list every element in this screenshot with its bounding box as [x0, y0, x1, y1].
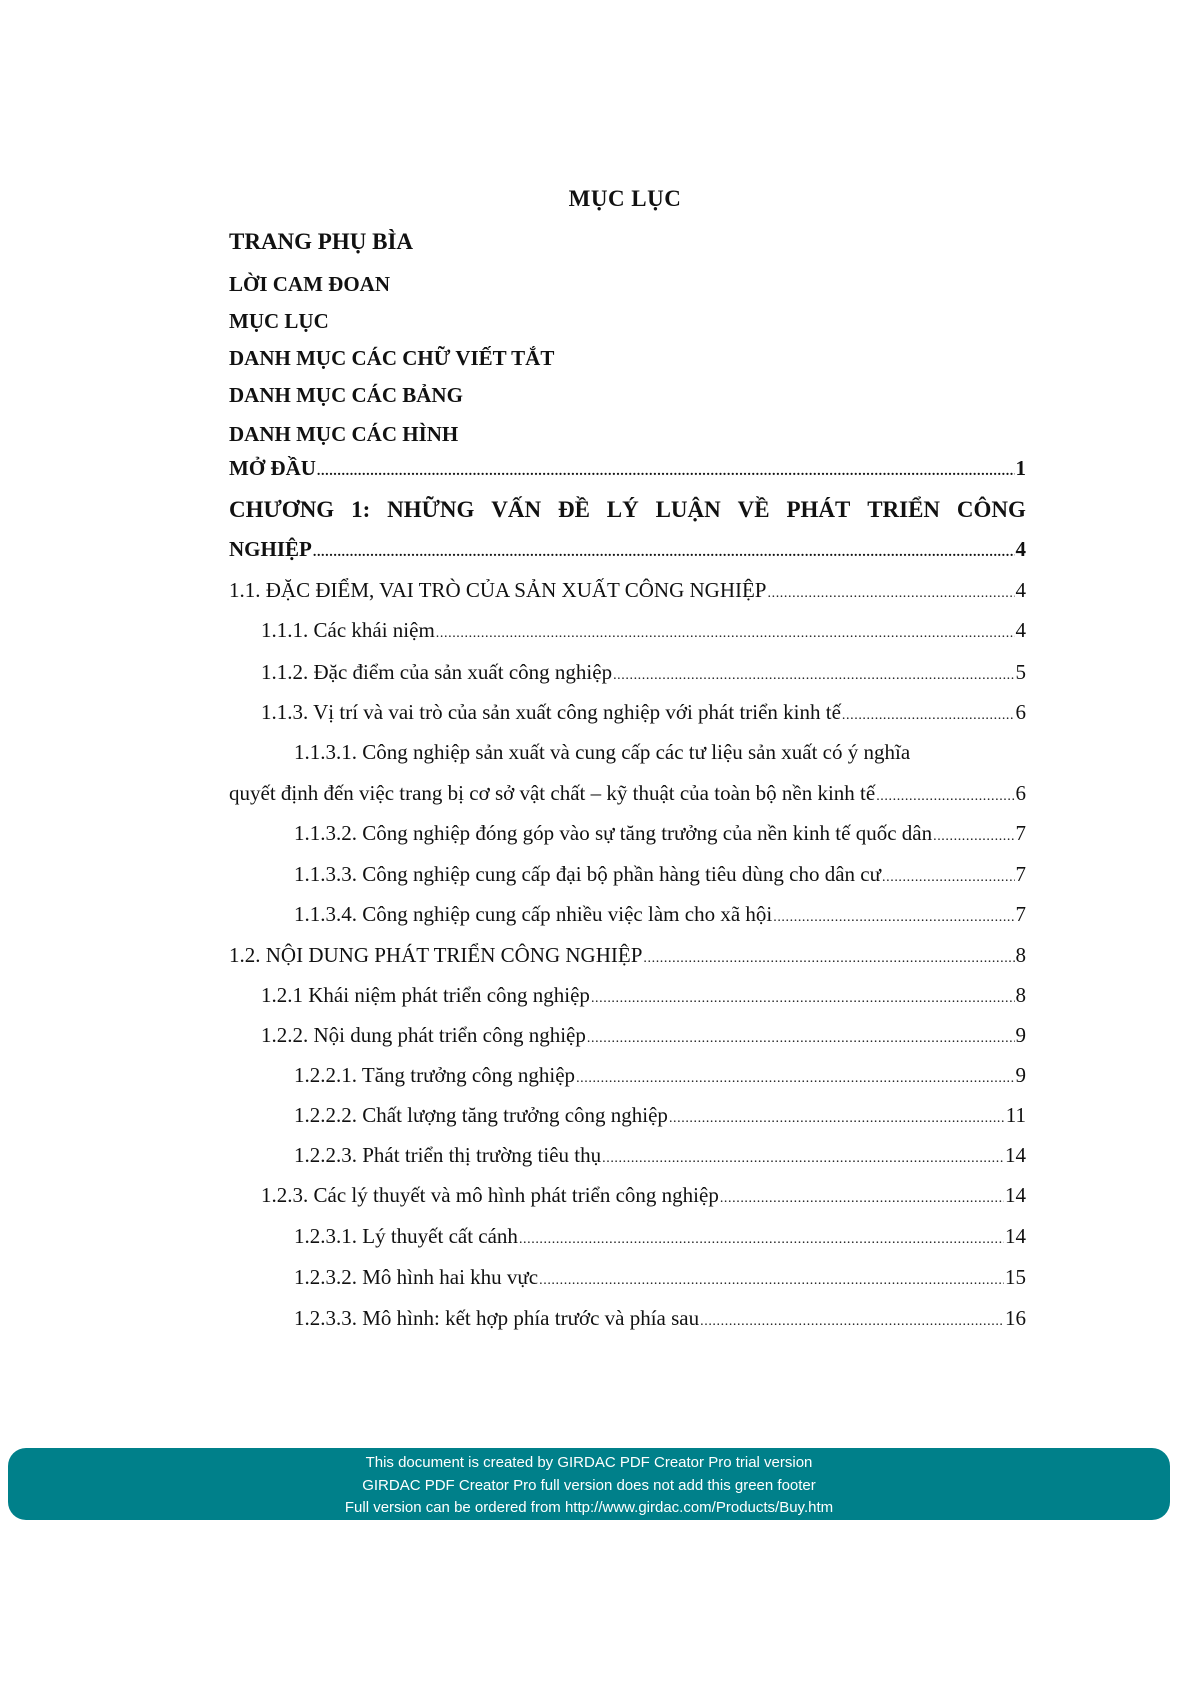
dot-leader	[587, 1023, 1015, 1048]
dot-leader	[933, 821, 1014, 846]
footer-line: This document is created by GIRDAC PDF Creator Pro trial version	[365, 1454, 813, 1471]
toc-entry-page: 14	[1005, 1143, 1026, 1167]
dot-leader	[317, 456, 1015, 481]
toc-entry-label: 1.2.2.3. Phát triển thị trường tiêu thụ	[294, 1143, 602, 1167]
toc-entry-page: 8	[1015, 983, 1026, 1007]
toc-entry	[261, 660, 1026, 685]
chapter-word: LÝ	[606, 497, 639, 522]
toc-entry-label: 1.1.3.4. Công nghiệp cung cấp nhiều việc làm cho xã hội	[294, 902, 773, 926]
toc-entry	[294, 862, 1026, 887]
toc-entry-page: 7	[1015, 821, 1026, 845]
front-matter-declaration: LỜI CAM ĐOAN	[229, 272, 390, 296]
toc-entry	[261, 983, 1026, 1008]
chapter-word: CHƯƠNG	[229, 497, 335, 522]
toc-entry-page: 9	[1015, 1063, 1026, 1087]
dot-leader	[539, 1265, 1004, 1290]
toc-entry	[261, 1183, 1026, 1208]
chapter-word: NHỮNG	[387, 497, 475, 522]
toc-entry-page: 6	[1015, 700, 1026, 724]
dot-leader	[720, 1183, 1004, 1208]
toc-entry	[294, 1103, 1026, 1128]
dot-leader	[436, 618, 1015, 643]
toc-entry	[294, 1306, 1026, 1331]
toc-entry	[261, 700, 1026, 725]
toc-entry	[294, 821, 1026, 846]
footer-line: Full version can be ordered from http://www.girdac.com/Products/Buy.htm	[344, 1499, 834, 1516]
front-matter-tables: DANH MỤC CÁC BẢNG	[229, 383, 463, 407]
toc-entry-page: 4	[1015, 618, 1026, 642]
toc-entry-label: 1.2.3.3. Mô hình: kết hợp phía trước và phía sau	[294, 1306, 700, 1330]
dot-leader	[313, 537, 1015, 562]
chapter-word: ĐỀ	[557, 497, 590, 522]
toc-entry	[294, 1143, 1026, 1168]
toc-entry-label: 1.2.3. Các lý thuyết và mô hình phát triển công nghiệp	[261, 1183, 719, 1207]
toc-entry-page: 16	[1005, 1306, 1026, 1330]
toc-entry-label: 1.2. NỘI DUNG PHÁT TRIỂN CÔNG NGHIỆP	[229, 943, 643, 967]
toc-entry-page: 15	[1005, 1265, 1026, 1289]
toc-entry-label: 1.1.2. Đặc điểm của sản xuất công nghiệp	[261, 660, 613, 684]
toc-entry	[294, 1063, 1026, 1088]
toc-entry-label: 1.1.3.2. Công nghiệp đóng góp vào sự tăng trưởng của nền kinh tế quốc dân	[294, 821, 933, 845]
toc-entry-page: 5	[1015, 660, 1026, 684]
toc-entry	[294, 902, 1026, 927]
toc-entry-chapter-1-cont	[229, 537, 1026, 562]
toc-entry-page: 14	[1005, 1224, 1026, 1248]
toc-entry-page: 7	[1015, 862, 1026, 886]
toc-entry-introduction	[229, 456, 1026, 481]
chapter-word: VẤN	[491, 497, 542, 522]
toc-entry-page: 4	[1015, 537, 1026, 561]
toc-entry-page: 1	[1015, 456, 1026, 480]
dot-leader	[602, 1143, 1004, 1168]
toc-entry	[294, 1224, 1026, 1249]
dot-leader	[576, 1063, 1014, 1088]
chapter-word: VỀ	[737, 497, 770, 522]
toc-entry-page: 8	[1015, 943, 1026, 967]
toc-entry-label: 1.1. ĐẶC ĐIỂM, VAI TRÒ CỦA SẢN XUẤT CÔNG NGHIỆP	[229, 578, 767, 602]
toc-entry	[229, 943, 1026, 968]
toc-entry-label: MỞ ĐẦU	[229, 456, 316, 480]
toc-entry-label: 1.1.1. Các khái niệm	[261, 618, 435, 642]
dot-leader	[700, 1306, 1004, 1331]
dot-leader	[613, 660, 1014, 685]
footer-line: GIRDAC PDF Creator Pro full version does not add this green footer	[362, 1476, 816, 1494]
chapter-word: LUẬN	[655, 497, 721, 522]
toc-entry-label: 1.2.1 Khái niệm phát triển công nghiệp	[261, 983, 590, 1007]
toc-entry-label: 1.2.2.1. Tăng trưởng công nghiệp	[294, 1063, 576, 1087]
toc-entry-label: 1.2.2.2. Chất lượng tăng trưởng công nghiệp	[294, 1103, 668, 1127]
toc-entry-page: 9	[1015, 1023, 1026, 1047]
toc-entry-label: 1.2.2. Nội dung phát triển công nghiệp	[261, 1023, 586, 1047]
toc-entry-label: 1.2.3.2. Mô hình hai khu vực	[294, 1265, 539, 1289]
dot-leader	[643, 943, 1014, 968]
dot-leader	[876, 781, 1014, 806]
toc-entry	[261, 1023, 1026, 1048]
chapter-1-heading	[229, 497, 1026, 523]
toc-entry-label: 1.2.3.1. Lý thuyết cất cánh	[294, 1224, 518, 1248]
toc-entry-label: NGHIỆP	[229, 537, 312, 561]
dot-leader	[768, 578, 1015, 603]
dot-leader	[519, 1224, 1004, 1249]
toc-entry	[294, 1265, 1026, 1290]
front-matter-cover: TRANG PHỤ BÌA	[229, 229, 414, 254]
front-matter-figures: DANH MỤC CÁC HÌNH	[229, 422, 459, 446]
chapter-word: PHÁT	[786, 497, 851, 522]
toc-entry-page: 7	[1015, 902, 1026, 926]
dot-leader	[773, 902, 1014, 927]
chapter-word: TRIỂN	[867, 497, 941, 522]
toc-entry-page: 11	[1005, 1103, 1026, 1127]
toc-entry	[229, 781, 1026, 806]
front-matter-abbreviations: DANH MỤC CÁC CHỮ VIẾT TẮT	[229, 346, 555, 370]
dot-leader	[591, 983, 1015, 1008]
toc-entry-label: quyết định đến việc trang bị cơ sở vật chất – kỹ thuật của toàn bộ nền kinh tế	[229, 781, 876, 805]
chapter-word: 1:	[351, 497, 371, 522]
toc-entry-label: 1.1.3. Vị trí và vai trò của sản xuất công nghiệp với phát triển kinh tế	[261, 700, 841, 724]
toc-title: MỤC LỤC	[568, 186, 682, 211]
toc-entry	[261, 618, 1026, 643]
dot-leader	[842, 700, 1015, 725]
dot-leader	[669, 1103, 1005, 1128]
toc-entry	[229, 578, 1026, 603]
chapter-word: CÔNG	[956, 497, 1026, 522]
toc-entry-label: 1.1.3.1. Công nghiệp sản xuất và cung cấp các tư liệu sản xuất có ý nghĩa	[294, 740, 911, 764]
trial-watermark-footer	[8, 1448, 1170, 1520]
toc-entry-page: 14	[1005, 1183, 1026, 1207]
dot-leader	[882, 862, 1014, 887]
toc-entry-page: 6	[1015, 781, 1026, 805]
front-matter-toc: MỤC LỤC	[229, 309, 329, 333]
toc-entry-label: 1.1.3.3. Công nghiệp cung cấp đại bộ phần hàng tiêu dùng cho dân cư	[294, 862, 882, 886]
toc-entry-page: 4	[1015, 578, 1026, 602]
